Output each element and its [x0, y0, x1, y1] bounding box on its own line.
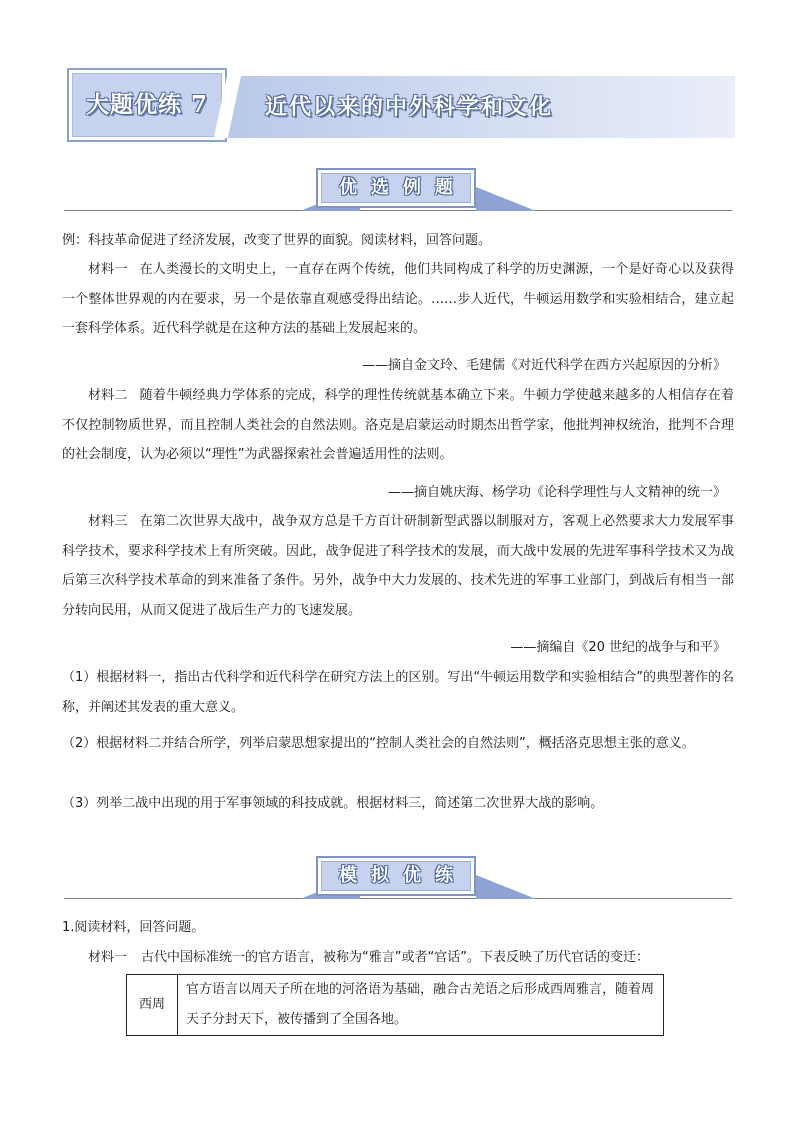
section-header-practice: [64, 856, 732, 902]
material-3: [62, 507, 734, 625]
material-text: 古代中国标准统一的官方语言，被称为“雅言”或者“官话”。下表反映了历代官话的变迁：: [141, 950, 649, 965]
section-header-examples: [64, 168, 732, 214]
material-text: 随着牛顿经典力学体系的完成，科学的理性传统就基本确立下来。牛顿力学使越来越多的人相信存在着不仅控制物质世界，而且控制人类社会的自然法则。洛克是启蒙运动时期杰出哲学家，他批判神权统治，批判不合理的社会制度，认为必须以“理性”为武器探索社会普遍适用性的法则。: [62, 388, 734, 462]
material-1: [62, 255, 734, 344]
example-intro: 例：科技革命促进了经济发展，改变了世界的面貌。阅读材料，回答问题。: [62, 233, 492, 248]
material-text: 在人类漫长的文明史上，一直存在两个传统，他们共同构成了科学的历史渊源，一个是好奇心以及获得一个整体世界观的内在要求，另一个是依靠直观感受得出结论。……步人近代，牛顿运用数学和实验相结合，建立起一套科学体系。近代科学就是在这种方法的基础上发展起来的。: [62, 262, 734, 336]
material-label: 材料三: [88, 514, 128, 529]
officialese-table: [126, 974, 664, 1036]
table-row: [127, 975, 664, 1036]
section-rule: [64, 210, 732, 211]
section-rule: [64, 898, 732, 899]
material-1-source: ——摘自金文玲、毛建儒《对近代科学在西方兴起原因的分析》: [361, 358, 726, 373]
material-label: 材料二: [88, 388, 128, 403]
practice-intro: 1.阅读材料，回答问题。: [62, 920, 205, 935]
question-1: （1）根据材料一，指出古代科学和近代科学在研究方法上的区别。写出“牛顿运用数学和实验相结合”的典型著作的名称，并阐述其发表的重大意义。: [62, 670, 734, 715]
question-3: （3）列举二战中出现的用于军事领域的科技成就。根据材料三，简述第二次世界大战的影响。: [62, 796, 604, 811]
section-wing-right: [476, 875, 536, 899]
section-label: 模拟优练: [339, 865, 467, 886]
material-text: 在第二次世界大战中，战争双方总是千方百计研制新型武器以制服对方，客观上必然要求大力发展军事科学技术，要求科学技术上有所突破。因此，战争促进了科学技术的发展，而大战中发展的先进军事科学技术又为战后第三次科学技术革命的到来准备了条件。另外，战争中大力发展的、技术先进的军事工业部门，到战后有相当一部分转向民用，从而又促进了战后生产力的飞速发展。: [62, 514, 734, 618]
question-2: （2）根据材料二并结合所学，列举启蒙思想家提出的“控制人类社会的自然法则”，概括洛克思想主张的意义。: [62, 736, 695, 751]
practice-material-1: [88, 943, 649, 972]
material-3-source: ——摘编自《20 世纪的战争与和平》: [510, 640, 726, 655]
section-label: 优选例题: [339, 177, 467, 198]
page-title: 近代以来的中外科学和文化: [265, 94, 554, 120]
material-label: 材料一: [88, 950, 128, 965]
material-2: [62, 381, 734, 470]
header-banner: [67, 68, 735, 142]
material-label: 材料一: [88, 262, 128, 277]
table-cell-description: 官方语言以周天子所在地的河洛语为基础，融合古羌语之后形成西周雅言，随着周天子分封天下，被传播到了全国各地。: [178, 975, 664, 1036]
material-2-source: ——摘自姚庆海、杨学功《论科学理性与人文精神的统一》: [387, 485, 726, 500]
banner-badge: 大题优练 7: [85, 91, 208, 118]
table-cell-period: 西周: [127, 975, 178, 1036]
section-wing-right: [476, 187, 536, 211]
